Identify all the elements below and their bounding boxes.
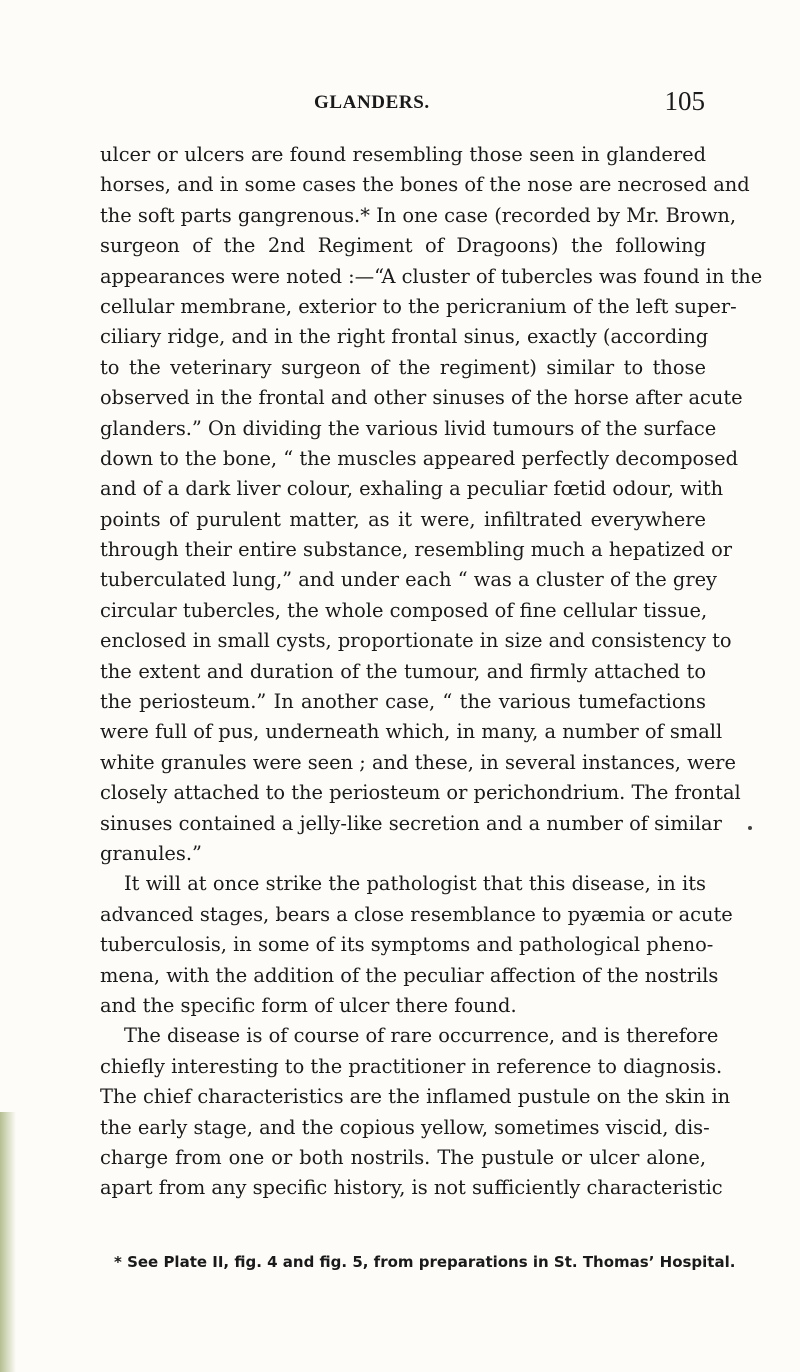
text-line: horses, and in some cases the bones of the nose are necrosed and [100, 173, 750, 197]
text-line: circular tubercles, the whole composed of fine cellular tissue, [100, 598, 708, 622]
body-text [100, 140, 763, 1204]
text-line: the early stage, and the copious yellow, sometimes viscid, dis- [100, 1115, 710, 1139]
text-line: closely attached to the periosteum or perichondrium. The frontal [100, 781, 741, 805]
text-line: down to the bone, “ the muscles appeared perfectly decomposed [100, 446, 738, 470]
page-number: 105 [664, 86, 705, 116]
text-line: The chief characteristics are the inflamed pustule on the skin in [100, 1085, 731, 1109]
text-line: white granules were seen ; and these, in several instances, were [100, 750, 736, 774]
text-line: It will at once strike the pathologist that this disease, in its [124, 872, 706, 896]
text-line: the periosteum.” In another case, “ the various tumefactions [100, 690, 706, 714]
ink-spot [748, 826, 752, 830]
text-line: cellular membrane, exterior to the pericranium of the left super- [100, 294, 737, 318]
text-line: ulcer or ulcers are found resembling those seen in glandered [100, 143, 706, 166]
text-line: advanced stages, bears a close resemblance to pyæmia or acute [100, 902, 733, 926]
footnote [100, 1251, 736, 1273]
text-line: tuberculated lung,” and under each “ was a cluster of the grey [100, 568, 718, 592]
text-line: observed in the frontal and other sinuses of the horse after acute [100, 386, 743, 410]
text-line: glanders.” On dividing the various livid tumours of the surface [100, 416, 717, 440]
text-line: and the specific form of ulcer there found. [100, 993, 517, 1017]
text-line: points of purulent matter, as it were, infiltrated everywhere [100, 507, 706, 531]
text-line: tuberculosis, in some of its symptoms and pathological pheno- [100, 933, 714, 957]
running-title: GLANDERS. [314, 92, 430, 113]
text-line: the extent and duration of the tumour, and firmly attached to [100, 659, 706, 683]
footnote-text: * See Plate II, fig. 4 and fig. 5, from preparations in St. Thomas’ Hospital. [114, 1253, 736, 1271]
running-head [290, 86, 705, 120]
text-line: the soft parts gangrenous.* In one case (recorded by Mr. Brown, [100, 203, 737, 227]
text-line: surgeon of the 2nd Regiment of Dragoons) the following [100, 234, 706, 258]
text-line: charge from one or both nostrils. The pustule or ulcer alone, [100, 1145, 706, 1169]
text-line: through their entire substance, resembling much a hepatized or [100, 538, 733, 562]
text-line: were full of pus, underneath which, in many, a number of small [100, 720, 723, 744]
text-line: apart from any specific history, is not sufficiently characteristic [100, 1176, 723, 1200]
text-line: The disease is of course of rare occurrence, and is therefore [124, 1024, 719, 1048]
text-line: and of a dark liver colour, exhaling a peculiar fœtid odour, with [100, 477, 724, 501]
text-line: to the veterinary surgeon of the regiment) similar to those [100, 355, 706, 379]
text-line: appearances were noted :—“A cluster of tubercles was found in the [100, 264, 763, 288]
text-line: granules.” [100, 841, 202, 865]
text-line: chiefly interesting to the practitioner in reference to diagnosis. [100, 1054, 723, 1078]
page-edge-shadow [0, 1112, 16, 1372]
text-line: ciliary ridge, and in the right frontal sinus, exactly (according [100, 325, 709, 349]
text-line: sinuses contained a jelly-like secretion and a number of similar [100, 811, 722, 835]
text-line: mena, with the addition of the peculiar affection of the nostrils [100, 963, 719, 987]
text-line: enclosed in small cysts, proportionate in size and consistency to [100, 629, 732, 653]
